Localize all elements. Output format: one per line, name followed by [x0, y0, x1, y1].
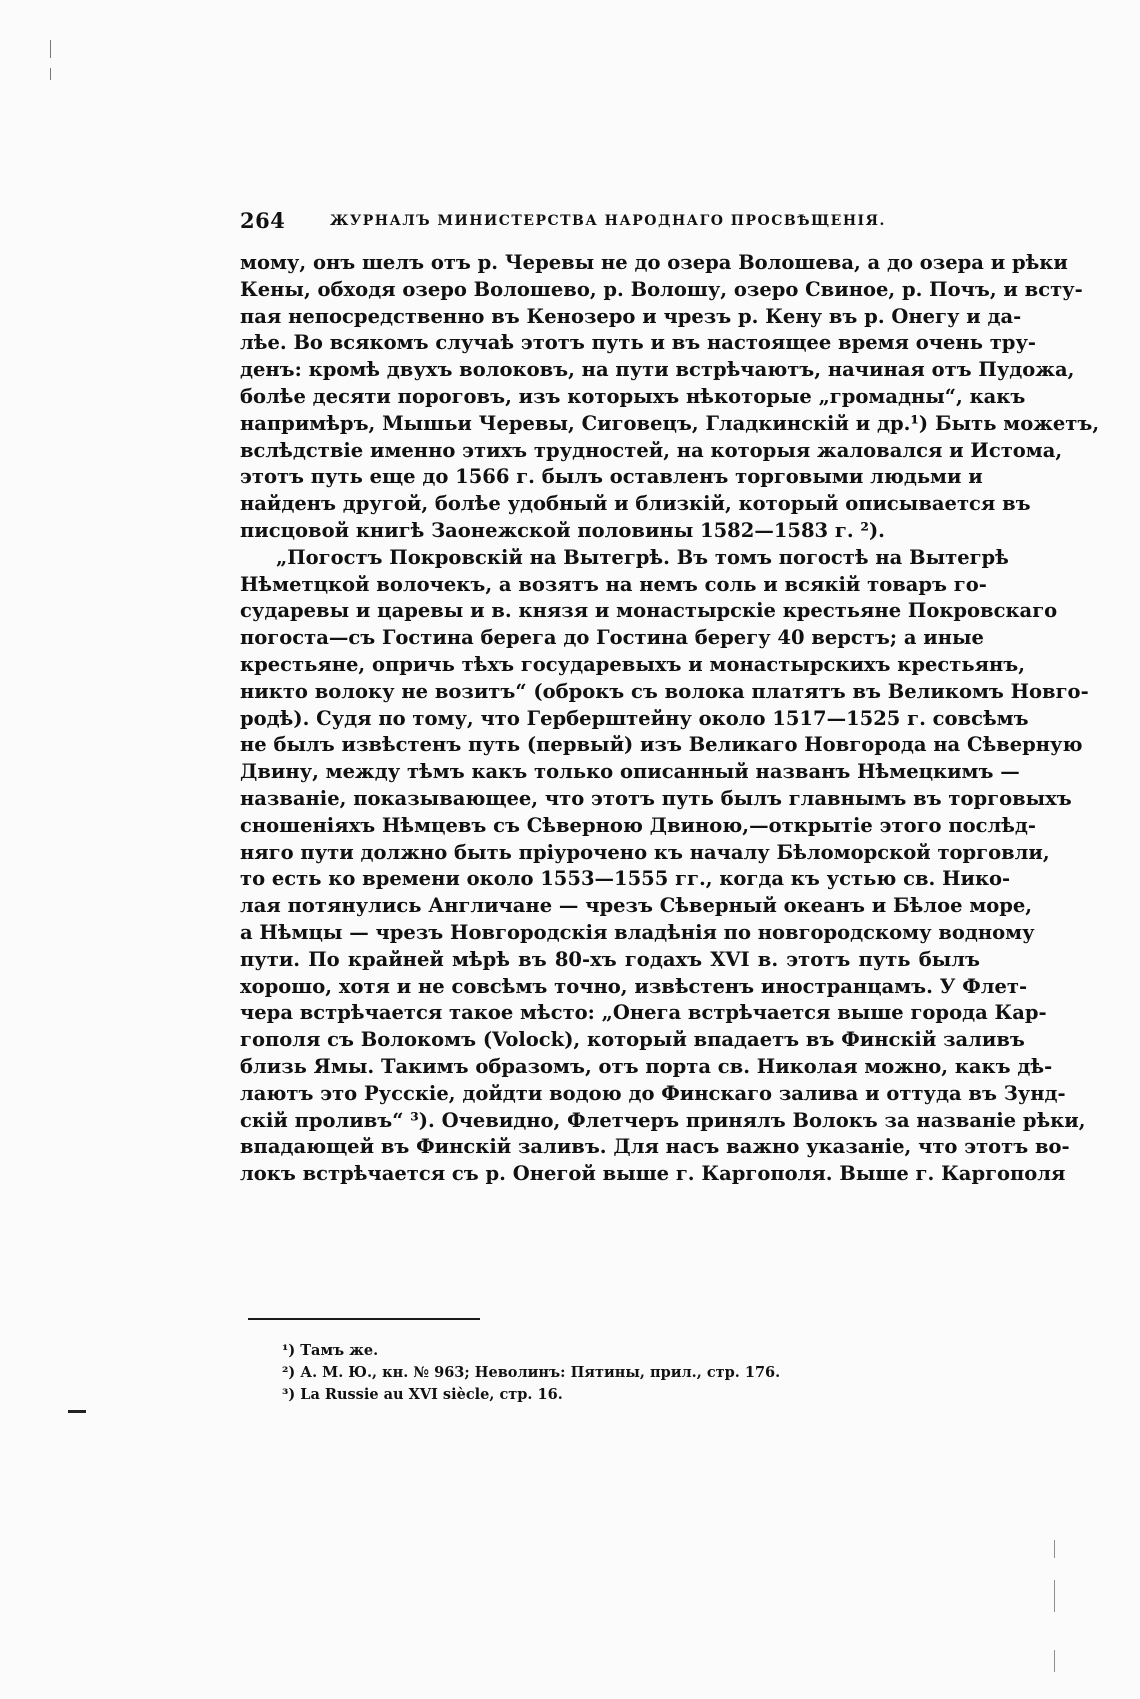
text-line: хорошо, хотя и не совсѣмъ точно, извѣстенъ иностранцамъ. У Флет-	[240, 974, 1028, 998]
text-line: пути. По крайней мѣрѣ въ 80-хъ годахъ XVI в. этотъ путь былъ	[240, 947, 980, 971]
scan-margin-mark	[50, 40, 51, 58]
text-line: впадающей въ Финскій заливъ. Для насъ важно указаніе, что этотъ во-	[240, 1135, 1070, 1159]
text-line: крестьяне, опричь тѣхъ государевыхъ и монастырскихъ крестьянъ,	[240, 652, 1026, 676]
footnotes	[282, 1340, 922, 1406]
text-line: локъ встрѣчается съ р. Онегой выше г. Каргополя. Выше г. Каргополя	[240, 1162, 1066, 1186]
scan-margin-mark	[1054, 1540, 1055, 1558]
text-line: чера встрѣчается такое мѣсто: „Онега встрѣчается выше города Кар-	[240, 1001, 1047, 1025]
footnote-divider	[248, 1318, 480, 1320]
body-text	[240, 250, 1100, 1188]
text-line: мому, онъ шелъ отъ р. Черевы не до озера Волошева, а до озера и рѣки	[240, 251, 1068, 274]
footnote-2: ²) А. М. Ю., кн. № 963; Неволинъ: Пятины, прил., стр. 176.	[282, 1364, 781, 1381]
text-line: Двину, между тѣмъ какъ только описанный названъ Нѣмецкимъ —	[240, 760, 1020, 784]
text-line: сношеніяхъ Нѣмцевъ съ Сѣверною Двиною,—открытіе этого послѣд-	[240, 813, 1037, 837]
text-line: а Нѣмцы — чрезъ Новгородскія владѣнія по новгородскому водному	[240, 920, 1035, 944]
scan-margin-mark	[68, 1410, 86, 1413]
text-line: не былъ извѣстенъ путь (первый) изъ Великаго Новгорода на Сѣверную	[240, 733, 1083, 757]
text-line: этотъ путь еще до 1566 г. былъ оставленъ торговыми людьми и	[240, 465, 983, 489]
text-line: гополя съ Волокомъ (Volock), который впадаетъ въ Финскій заливъ	[240, 1028, 1025, 1052]
scan-margin-mark	[50, 68, 51, 80]
running-head: ЖУРНАЛЪ МИНИСТЕРСТВА НАРОДНАГО ПРОСВѢЩЕНІЯ.	[330, 213, 886, 229]
text-line: родѣ). Судя по тому, что Герберштейну около 1517—1525 г. совсѣмъ	[240, 706, 1029, 730]
text-line: няго пути должно быть пріурочено къ началу Бѣломорской торговли,	[240, 840, 1050, 864]
text-line: Нѣметцкой волочекъ, а возятъ на немъ соль и всякій товаръ го-	[240, 572, 987, 596]
scan-margin-mark	[1054, 1580, 1055, 1612]
footnote-1: ¹) Тамъ же.	[282, 1342, 379, 1359]
page-number: 264	[240, 208, 286, 233]
text-line: лѣе. Во всякомъ случаѣ этотъ путь и въ настоящее время очень тру-	[240, 331, 1037, 355]
text-line: писцовой книгѣ Заонежской половины 1582—1583 г. ²).	[240, 518, 885, 542]
text-line: напримѣръ, Мышьи Черевы, Сиговецъ, Гладкинскій и др.¹) Быть можетъ,	[240, 411, 1100, 435]
text-line: лая потянулись Англичане — чрезъ Сѣверный океанъ и Бѣлое море,	[240, 894, 1033, 918]
scan-margin-mark	[1054, 1650, 1055, 1672]
text-line: сударевы и царевы и в. князя и монастырскіе крестьяне Покровскаго	[240, 599, 1058, 623]
text-line: названіе, показывающее, что этотъ путь былъ главнымъ въ торговыхъ	[240, 786, 1072, 810]
text-line: вслѣдствіе именно этихъ трудностей, на которыя жаловался и Истома,	[240, 438, 1063, 462]
text-line: лаютъ это Русскіе, дойдти водою до Финскаго залива и оттуда въ Зунд-	[240, 1081, 1066, 1105]
text-line: денъ: кромѣ двухъ волоковъ, на пути встрѣчаютъ, начиная отъ Пудожа,	[240, 358, 1075, 382]
paragraph-start-line: „Погостъ Покровскій на Вытегрѣ. Въ томъ погостѣ на Вытегрѣ	[276, 545, 1009, 569]
footnote-3: ³) La Russie au XVI siècle, стр. 16.	[282, 1386, 563, 1403]
page-header	[240, 208, 980, 238]
text-line: Кены, обходя озеро Волошево, р. Волошу, озеро Свиное, р. Почъ, и всту-	[240, 277, 1083, 301]
text-line: никто волоку не возитъ“ (оброкъ съ волока платятъ въ Великомъ Новго-	[240, 679, 1089, 703]
text-line: найденъ другой, болѣе удобный и близкій, который описывается въ	[240, 492, 1031, 516]
text-line: скій проливъ“ ³). Очевидно, Флетчеръ принялъ Волокъ за названіе рѣки,	[240, 1108, 1086, 1132]
text-line: пая непосредственно въ Кенозеро и чрезъ р. Кену въ р. Онегу и да-	[240, 304, 1022, 328]
text-line: погоста—съ Гостина берега до Гостина берегу 40 верстъ; а иные	[240, 626, 984, 650]
text-line: болѣе десяти пороговъ, изъ которыхъ нѣкоторые „громадны“, какъ	[240, 384, 1026, 408]
text-line: близь Ямы. Такимъ образомъ, отъ порта св. Николая можно, какъ дѣ-	[240, 1054, 1053, 1078]
text-line: то есть ко времени около 1553—1555 гг., когда къ устью св. Нико-	[240, 867, 1011, 891]
